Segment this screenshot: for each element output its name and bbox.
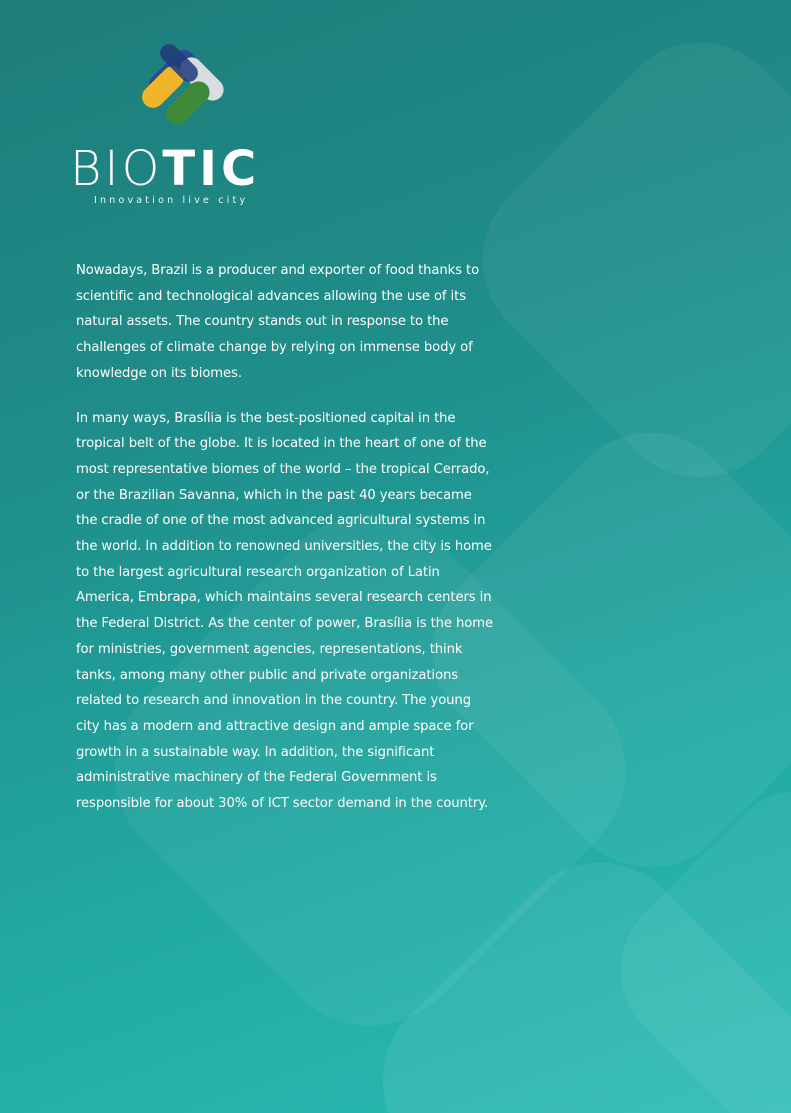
paragraph: In many ways, Brasília is the best-positioned capital in the tropical belt of the globe. It is located in the heart of one of the most representative biomes of the world – the tropical Cerrado, or the Brazilian Savanna, which in the past 40 years became the cradle of one of the most advanced agricultural systems in the world. In addition to renowned universities, the city is home to the largest agricultural research organization of Latin America, Embrapa, which maintains several research centers in the Federal District. As the center of power, Brasília is the home for ministries, government agencies, representations, think tanks, among many other public and private organizations related to research and innovation in the country. The young city has a modern and attractive design and ample space for growth in a sustainable way. In addition, the significant administrative machinery of the Federal Government is responsible for about 30% of ICT sector demand in the country. [76,410,494,812]
biotic-logo-icon [136,34,232,130]
brand-wordmark [70,142,300,196]
brand-tagline: Innovation live city [94,195,249,206]
paragraph: Nowadays, Brazil is a producer and exporter of food thanks to scientific and technological advances allowing the use of its natural assets. The country stands out in response to the challenges of climate change by relying on immense body of knowledge on its biomes. [76,263,480,381]
brand-name-light: BIO [70,141,163,197]
background-shape [445,5,791,514]
brand-name-bold: TIC [162,141,261,197]
body-text [76,258,496,836]
brand-logo [70,32,300,212]
